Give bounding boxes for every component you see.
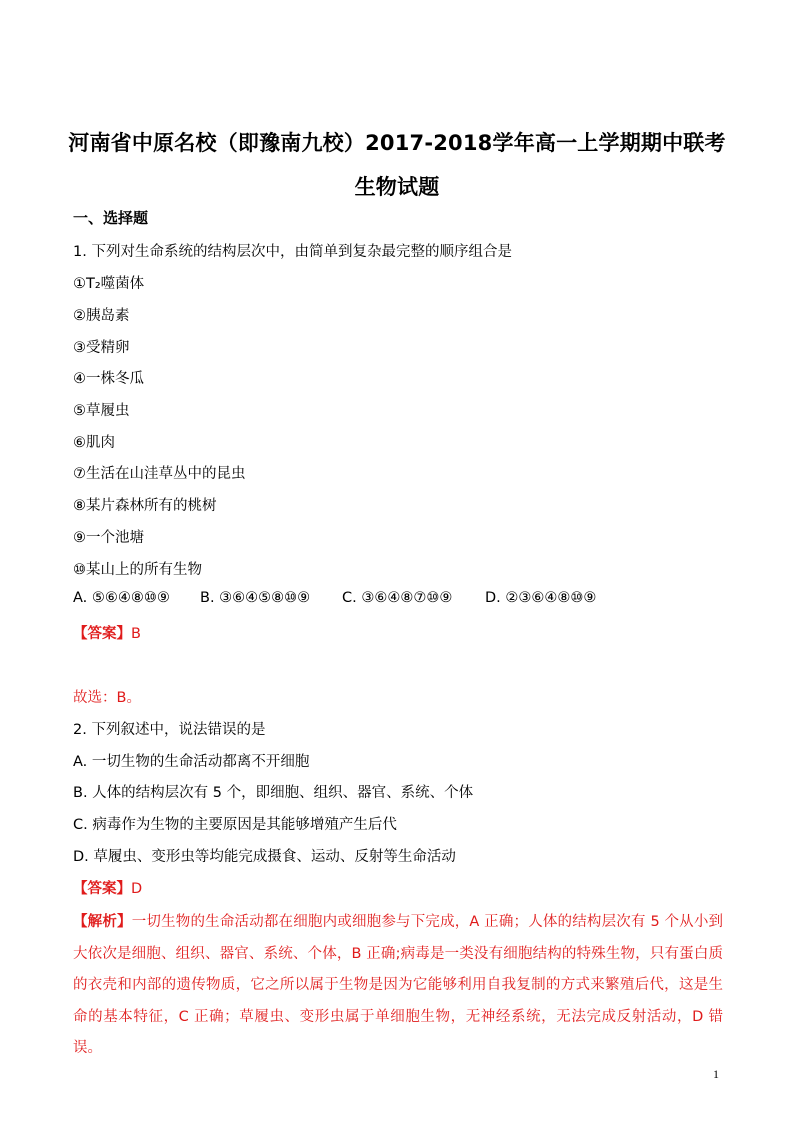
document-subtitle: 生物试题 xyxy=(354,175,440,199)
question-1-item: ③受精卵 xyxy=(73,340,130,356)
question-1-option-b: B. ③⑥④⑤⑧⑩⑨ xyxy=(200,590,311,606)
question-1-item: ⑥肌肉 xyxy=(73,435,115,451)
question-1-item: ⑦生活在山洼草丛中的昆虫 xyxy=(73,466,246,482)
question-1-item: ⑧某片森林所有的桃树 xyxy=(73,498,217,514)
page-number: 1 xyxy=(713,1067,719,1081)
question-2-stem: 2. 下列叙述中，说法错误的是 xyxy=(73,722,266,738)
answer-value: B xyxy=(131,626,141,642)
question-1-option-c: C. ③⑥④⑧⑦⑩⑨ xyxy=(342,590,453,606)
question-1-item: ④一株冬瓜 xyxy=(73,371,144,387)
question-1-item: ②胰岛素 xyxy=(73,308,130,324)
question-2-answer xyxy=(73,877,142,898)
question-1-option-d: D. ②③⑥④⑧⑩⑨ xyxy=(485,590,597,606)
document-title: 河南省中原名校（即豫南九校）2017-2018学年高一上学期期中联考 xyxy=(68,131,726,155)
question-1-option-a: A. ⑤⑥④⑧⑩⑨ xyxy=(73,590,170,606)
question-2-option-c: C. 病毒作为生物的主要原因是其能够增殖产生后代 xyxy=(73,817,397,833)
answer-label: 【答案】 xyxy=(73,626,131,642)
answer-label: 【答案】 xyxy=(73,881,131,897)
question-1-item: ⑨一个池塘 xyxy=(73,530,144,546)
question-1-conclusion: 故选：B。 xyxy=(73,690,141,706)
analysis-text: 一切生物的生命活动都在细胞内或细胞参与下完成，A 正确；人体的结构层次有 5 个从小到大依次是细胞、组织、器官、系统、个体，B 正确;病毒是一类没有细胞结构的特殊生物，只有蛋白质的衣壳和内部的遗传物质，它之所以属于生物是因为它能够利用自我复制的方式来繁殖后代，这是生命的基本特征，C 正确；草履虫、变形虫属于单细胞生物，无神经系统，无法完成反射活动，D 错误。 xyxy=(73,914,724,1056)
question-1-answer xyxy=(73,622,141,643)
question-2-option-a: A. 一切生物的生命活动都离不开细胞 xyxy=(73,754,310,770)
question-1-item: ①T₂噬菌体 xyxy=(73,276,145,292)
question-1-item: ⑤草履虫 xyxy=(73,403,130,419)
answer-value: D xyxy=(131,881,143,897)
question-2-option-b: B. 人体的结构层次有 5 个，即细胞、组织、器官、系统、个体 xyxy=(73,785,474,801)
analysis-label: 【解析】 xyxy=(73,914,132,930)
question-1-stem: 1. 下列对生命系统的结构层次中，由简单到复杂最完整的顺序组合是 xyxy=(73,244,512,260)
question-2-option-d: D. 草履虫、变形虫等均能完成摄食、运动、反射等生命活动 xyxy=(73,849,456,865)
question-2-analysis xyxy=(73,907,723,1065)
question-1-item: ⑩某山上的所有生物 xyxy=(73,562,202,578)
section-heading: 一、选择题 xyxy=(73,209,149,227)
